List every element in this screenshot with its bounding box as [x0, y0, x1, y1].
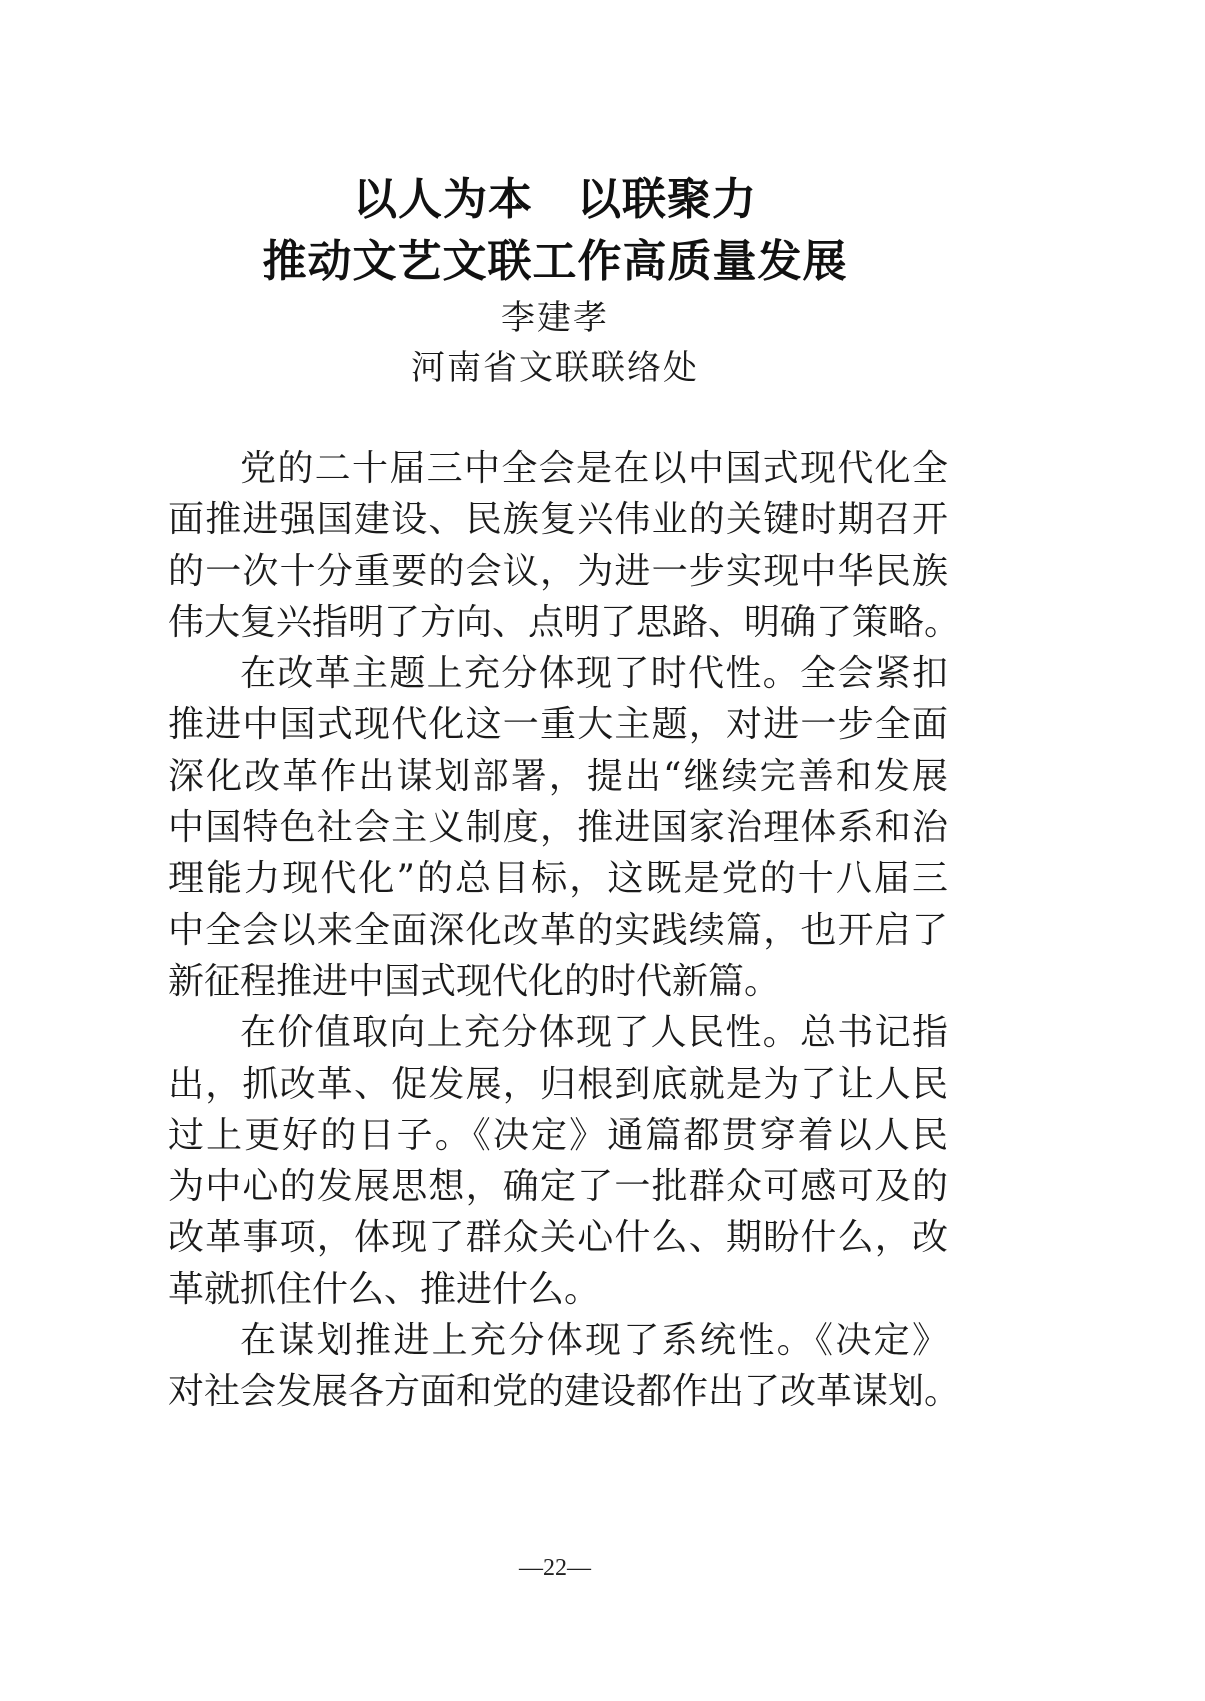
title-part-1: 以人为本: [353, 174, 533, 225]
author-affiliation: 河南省文联联络处: [411, 348, 699, 388]
title-line-2: 推动文艺文联工作高质量发展: [262, 236, 848, 287]
body-line: 革就抓住什么、推进什么。: [168, 1268, 601, 1310]
body-line: 中国特色社会主义制度，推进国家治理体系和治: [168, 807, 948, 849]
body-line: 党的二十届三中全会是在以中国式现代化全: [240, 448, 948, 489]
body-text: [168, 443, 961, 1418]
body-line: 为中心的发展思想，确定了一批群众可感可及的: [168, 1166, 948, 1208]
title-line-1: [0, 163, 1110, 227]
body-line: 面推进强国建设、民族复兴伟业的关键时期召开: [168, 499, 948, 541]
body-line: 中全会以来全面深化改革的实践续篇，也开启了: [168, 909, 948, 951]
body-line: 出，抓改革、促发展，归根到底就是为了让人民: [168, 1063, 948, 1105]
body-line: 改革事项，体现了群众关心什么、期盼什么，改: [168, 1217, 948, 1259]
body-line: 深化改革作出谋划部署，提出“继续完善和发展: [168, 755, 948, 797]
body-line: 在改革主题上充分体现了时代性。全会紧扣: [240, 653, 948, 695]
page-number: —22—: [519, 1555, 591, 1581]
body-line: 理能力现代化”的总目标，这既是党的十八届三: [168, 858, 948, 900]
author-name: 李建孝: [501, 298, 609, 338]
body-line: 伟大复兴指明了方向、点明了思路、明确了策略。: [168, 601, 961, 643]
body-line: 在谋划推进上充分体现了系统性。《决定》: [240, 1320, 948, 1362]
body-line: 新征程推进中国式现代化的时代新篇。: [168, 960, 781, 1002]
body-line: 对社会发展各方面和党的建设都作出了改革谋划。: [168, 1371, 961, 1413]
body-line: 过上更好的日子。《决定》通篇都贯穿着以人民: [168, 1114, 948, 1156]
title-part-2: 以联聚力: [577, 174, 757, 225]
body-line: 的一次十分重要的会议，为进一步实现中华民族: [168, 550, 948, 592]
body-line: 推进中国式现代化这一重大主题，对进一步全面: [168, 704, 948, 746]
body-line: 在价值取向上充分体现了人民性。总书记指: [240, 1012, 948, 1054]
